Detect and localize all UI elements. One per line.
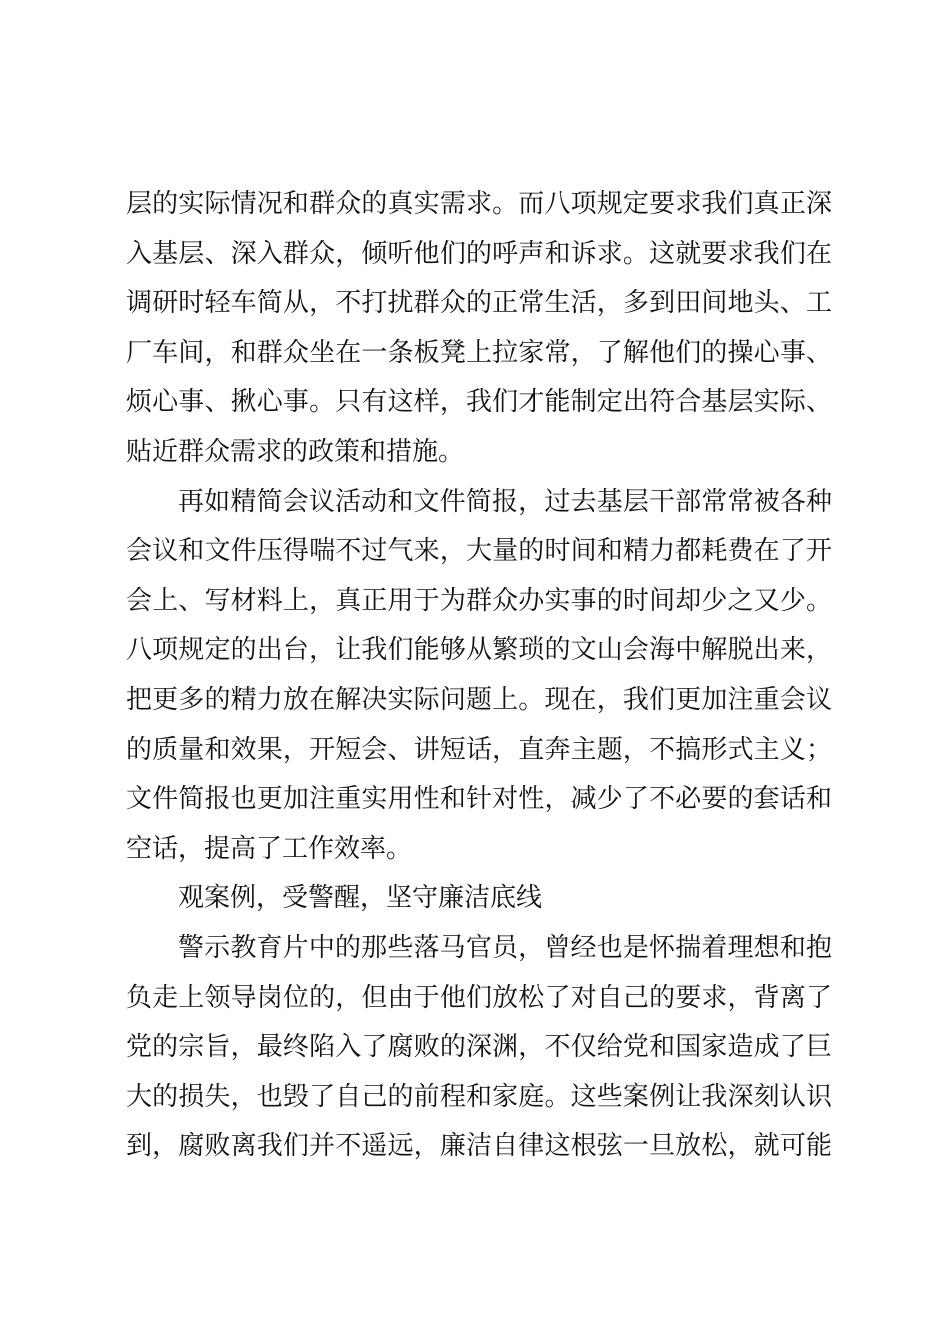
- text-line: 的质量和效果，开短会、讲短话，直奔主题，不搞形式主义；: [126, 734, 832, 765]
- text-line: 再如精简会议活动和文件简报，过去基层干部常常被各种: [178, 486, 832, 517]
- text-line: 党的宗旨，最终陷入了腐败的深渊，不仅给党和国家造成了巨: [126, 1032, 832, 1063]
- text-line: 空话，提高了工作效率。: [126, 833, 413, 864]
- body-text: [126, 180, 832, 1172]
- text-line: 层的实际情况和群众的真实需求。而八项规定要求我们真正深: [126, 189, 832, 219]
- text-line: 烦心事、揪心事。只有这样，我们才能制定出符合基层实际、: [126, 387, 832, 418]
- text-line: 八项规定的出台，让我们能够从繁琐的文山会海中解脱出来，: [126, 635, 832, 666]
- section-heading: 观案例，受警醒，坚守廉洁底线: [178, 883, 543, 914]
- text-line: 会上、写材料上，真正用于为群众办实事的时间却少之又少。: [126, 585, 832, 616]
- text-line: 调研时轻车简从，不打扰群众的正常生活，多到田间地头、工: [126, 288, 832, 319]
- text-line: 文件简报也更加注重实用性和针对性，减少了不必要的套话和: [126, 784, 832, 815]
- text-line: 警示教育片中的那些落马官员，曾经也是怀揣着理想和抱: [178, 932, 832, 963]
- text-line: 负走上领导岗位的，但由于他们放松了对自己的要求，背离了: [126, 982, 832, 1013]
- text-line: 厂车间，和群众坐在一条板凳上拉家常，了解他们的操心事、: [126, 337, 832, 368]
- text-line: 贴近群众需求的政策和措施。: [126, 436, 465, 467]
- text-line: 大的损失，也毁了自己的前程和家庭。这些案例让我深刻认识: [126, 1081, 832, 1112]
- text-line: 入基层、深入群众，倾听他们的呼声和诉求。这就要求我们在: [126, 238, 832, 269]
- text-line: 把更多的精力放在解决实际问题上。现在，我们更加注重会议: [126, 684, 832, 715]
- text-line: 会议和文件压得喘不过气来，大量的时间和精力都耗费在了开: [126, 536, 832, 567]
- text-line: 到，腐败离我们并不遥远，廉洁自律这根弦一旦放松，就可能: [126, 1131, 832, 1162]
